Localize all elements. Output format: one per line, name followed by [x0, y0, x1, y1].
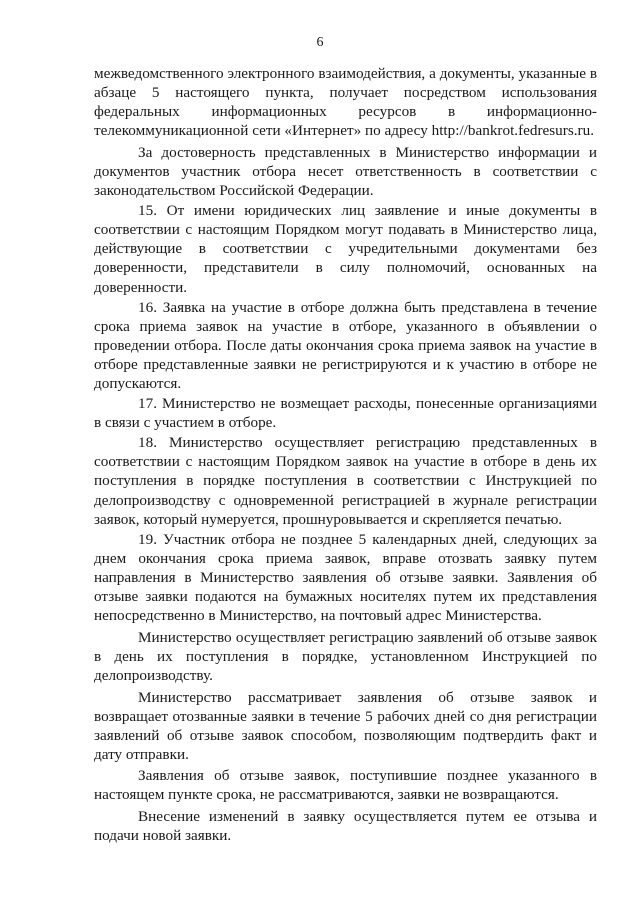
paragraph-amendments: Внесение изменений в заявку осуществляется путем ее отзыва и подачи новой заявки.	[94, 808, 597, 845]
paragraph-reliability: За достоверность представленных в Министерство информации и документов участник отбора несет ответственность в соответствии с законодательством Российской Федерации.	[94, 143, 597, 200]
paragraph-17: 17. Министерство не возмещает расходы, понесенные организациями в связи с участием в отборе.	[94, 395, 597, 432]
paragraph-withdrawal-registration: Министерство осуществляет регистрацию заявлений об отзыве заявок в день их поступления в порядке, установленном Инструкцией по делопроизводству.	[94, 628, 597, 684]
document-body	[94, 64, 597, 845]
paragraph-15: 15. От имени юридических лиц заявление и иные документы в соответствии с настоящим Порядком могут подавать в Министерство лица, действующие в соответствии с учредительными документами без доверенности, представители в силу полномочий, основанных на доверенности.	[94, 202, 597, 296]
page-number: 6	[316, 35, 324, 50]
paragraph-19: 19. Участник отбора не позднее 5 календарных дней, следующих за днем окончания срока приема заявок, вправе отозвать заявку путем направления в Министерство заявления об отзыве заявки. Заявления об отзыве заявки подаются на бумажных носителях путем их представления непосредственно в Министерство, на почтовый адрес Министерства.	[94, 530, 597, 625]
paragraph-late-withdrawal: Заявления об отзыве заявок, поступившие позднее указанного в настоящем пункте срока, не рассматриваются, заявки не возвращаются.	[94, 767, 597, 804]
paragraph-withdrawal-review: Министерство рассматривает заявления об отзыве заявок и возвращает отозванные заявки в течение 5 рабочих дней со дня регистрации заявлений об отзыве заявок способом, позволяющим подтвердить факт и дату отправки.	[94, 688, 597, 763]
paragraph-18: 18. Министерство осуществляет регистрацию представленных в соответствии с настоящим Порядком заявок на участие в отборе в день их поступления в порядке поступления в соответствии с Инструкцией по делопроизводству с одновременной регистрацией в журнале регистрации заявок, который нумеруется, прошнуровывается и скрепляется печатью.	[94, 434, 597, 528]
paragraph-continuation: межведомственного электронного взаимодействия, а документы, указанные в абзаце 5 настоящего пункта, получает посредством использования федеральных информационных ресурсов в информационно-телекоммуникационной сети «Интернет» по адресу http://bankrot.fedresurs.ru.	[94, 65, 597, 140]
paragraph-16: 16. Заявка на участие в отборе должна быть представлена в течение срока приема заявок на участие в отборе, указанного в объявлении о проведении отбора. После даты окончания срока приема заявок на участие в отборе представленные заявки не регистрируются и к участию в отборе не допускаются.	[94, 298, 597, 392]
